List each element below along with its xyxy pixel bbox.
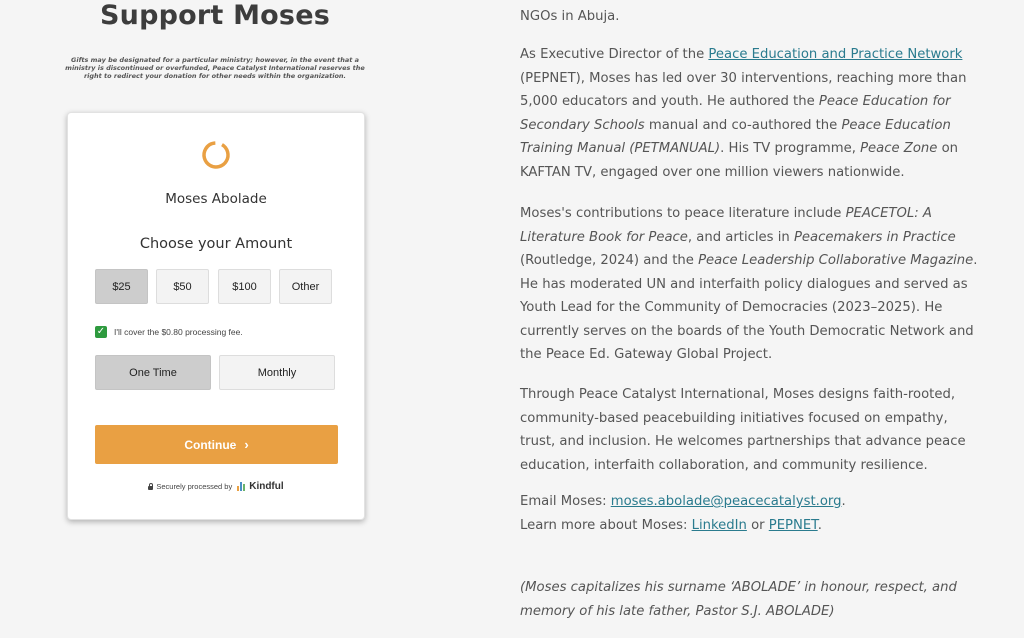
- choose-amount-label: Choose your Amount: [139, 236, 293, 252]
- amount-25-button[interactable]: $25: [95, 269, 148, 304]
- chevron-right-icon: ›: [244, 437, 249, 452]
- text: Moses's contributions to peace literature include: [520, 206, 846, 221]
- email-label: Email Moses:: [520, 494, 611, 509]
- continue-button[interactable]: [95, 425, 338, 464]
- processor-name: Kindful: [249, 481, 284, 492]
- fee-label: I'll cover the $0.80 processing fee.: [114, 327, 243, 337]
- secure-processing-note: [68, 481, 364, 492]
- book-title: Peace Education Training Manual (PETMANUAL): [520, 117, 951, 156]
- text: .: [817, 517, 822, 533]
- kindful-bars-icon: [237, 482, 246, 491]
- publication-title: Peace Leadership Collaborative Magazine: [698, 253, 974, 268]
- lock-icon: [148, 486, 153, 490]
- text: or: [746, 517, 769, 533]
- text: . His TV programme,: [720, 141, 861, 156]
- bio-paragraph-3: Through Peace Catalyst International, Moses designs faith-rooted, community-based peacebuilding initiatives focused on empathy, trust, and inclusion. He welcomes partnerships that advance peace education, interfaith collaboration, and community resilience.: [520, 387, 966, 473]
- pepnet-network-link[interactable]: Peace Education and Practice Network: [708, 47, 963, 62]
- text: As Executive Director of the: [520, 47, 709, 62]
- text: on KAFTAN TV, engaged over one million viewers nationwide.: [520, 141, 959, 180]
- publication-title: Peacemakers in Practice: [793, 229, 956, 245]
- text: (PEPNET), Moses has led over 30 interventions, reaching more than 5,000 educators and youth. He authored the: [520, 70, 967, 109]
- kindful-logo: [237, 481, 283, 492]
- bio-paragraph-1: [520, 43, 980, 184]
- learn-more-label: Learn more about Moses:: [520, 517, 692, 533]
- linkedin-link[interactable]: LinkedIn: [691, 517, 747, 533]
- amount-50-button[interactable]: $50: [156, 269, 209, 304]
- secure-label: Securely processed by: [156, 482, 233, 491]
- donation-form-card: [67, 112, 365, 520]
- bio-paragraph-2: [520, 202, 980, 367]
- fee-checkbox[interactable]: [95, 326, 107, 338]
- organization-logo-icon: [201, 140, 231, 170]
- surname-note: [520, 576, 980, 623]
- text: .: [841, 494, 846, 509]
- checkmark-icon: ✓: [96, 326, 106, 337]
- text: , and articles in: [687, 229, 794, 245]
- amount-other-button[interactable]: Other: [279, 269, 332, 304]
- contact-lines: [520, 490, 980, 537]
- amount-100-button[interactable]: $100: [218, 269, 271, 304]
- book-title: Peace Education for Secondary Schools: [520, 94, 951, 133]
- donation-panel: [0, 0, 440, 638]
- book-title: PEACETOL: A Literature Book for Peace: [520, 206, 932, 245]
- continue-label: Continue: [184, 437, 237, 452]
- donation-heading: Support Moses: [100, 0, 330, 31]
- one-time-button[interactable]: One Time: [95, 355, 211, 390]
- recipient-name: Moses Abolade: [165, 191, 267, 207]
- text: . He has moderated UN and interfaith policy dialogues and served as Youth Lead for the Community of Democracies (2023–2025). He currently serves on the boards of the Youth Democratic Network and the Peace Ed. Gateway Global Project.: [520, 253, 978, 362]
- processing-fee-option[interactable]: [95, 326, 243, 338]
- text: manual and co-authored the: [644, 117, 842, 133]
- email-link[interactable]: moses.abolade@peacecatalyst.org: [610, 494, 842, 509]
- pepnet-link[interactable]: PEPNET: [768, 517, 818, 533]
- surname-note-text: (Moses capitalizes his surname ‘ABOLADE’ in honour, respect, and memory of his late father, Pastor S.J. ABOLADE): [520, 580, 957, 619]
- bio-paragraph-0: NGOs in Abuja.: [520, 9, 620, 24]
- programme-title: Peace Zone: [860, 141, 938, 156]
- text: (Routledge, 2024) and the: [520, 253, 699, 268]
- designation-notice: Gifts may be designated for a particular ministry; however, in the event that a ministry is discontinued or overfunded, Peace Catalyst International reserves the right to redirect your donation for other needs within the organization.: [65, 56, 365, 80]
- monthly-button[interactable]: Monthly: [219, 355, 335, 390]
